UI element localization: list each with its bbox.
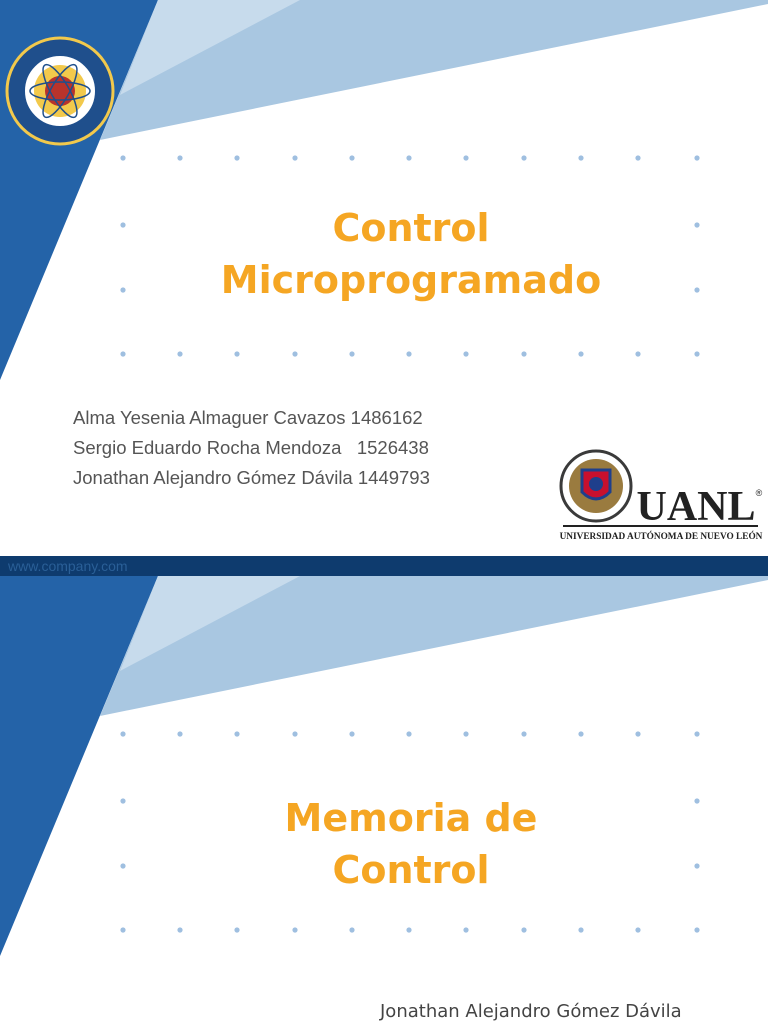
grid-dot [635,351,640,356]
slide-2-title [250,792,572,896]
grid-dot [578,351,583,356]
footer-url: www.company.com [8,558,128,574]
title-line-1: Control [332,206,490,250]
author-line: Alma Yesenia Almaguer Cavazos 1486162 [73,407,423,428]
grid-dot [177,731,182,736]
grid-dot [120,927,125,932]
title-line-1: Memoria de [284,796,538,840]
author-line: Sergio Eduardo Rocha Mendoza 1526438 [73,437,429,458]
grid-dot [292,155,297,160]
uanl-logo [558,448,766,544]
grid-dot [521,155,526,160]
grid-dot [463,155,468,160]
title-line-2: Control [332,848,490,892]
slide-2 [0,576,768,1024]
grid-dot [694,287,699,292]
uanl-wordmark: UANL [636,484,756,530]
grid-dot [234,351,239,356]
grid-dot [694,731,699,736]
grid-dot [463,927,468,932]
grid-dot [406,351,411,356]
author-line: Jonathan Alejandro Gómez Dávila 1449793 [73,467,430,488]
grid-dot [463,731,468,736]
grid-dot [406,731,411,736]
grid-dot [120,351,125,356]
grid-dot [292,351,297,356]
grid-dot [694,927,699,932]
uanl-seal-icon [558,448,766,544]
grid-dot [635,927,640,932]
grid-dot [349,351,354,356]
grid-dot [521,731,526,736]
grid-dot [234,927,239,932]
title-line-2: Microprogramado [220,258,602,302]
grid-dot [635,731,640,736]
grid-dot [177,927,182,932]
grid-dot [292,731,297,736]
grid-dot [349,927,354,932]
slide-1-title [195,202,627,306]
grid-dot [694,863,699,868]
grid-dot [120,731,125,736]
grid-dot [349,155,354,160]
grid-dot [120,222,125,227]
grid-dot [694,222,699,227]
grid-dot [120,155,125,160]
authors-list [73,403,430,493]
grid-dot [521,927,526,932]
grid-dot [463,351,468,356]
grid-dot [694,798,699,803]
grid-dot [292,927,297,932]
grid-dot [578,731,583,736]
grid-dot [521,351,526,356]
registered-mark: ® [755,488,763,498]
grid-dot [177,351,182,356]
grid-dot [694,351,699,356]
grid-dot [349,731,354,736]
grid-dot [694,155,699,160]
grid-dot [635,155,640,160]
grid-dot [234,731,239,736]
grid-dot [406,927,411,932]
grid-dot [120,287,125,292]
grid-dot [234,155,239,160]
grid-dot [177,155,182,160]
grid-dot [120,798,125,803]
grid-dot [578,927,583,932]
grid-dot [406,155,411,160]
grid-dot [120,863,125,868]
presenter-name: Jonathan Alejandro Gómez Dávila [380,1001,682,1022]
grid-dot [578,155,583,160]
uanl-caption: UNIVERSIDAD AUTÓNOMA DE NUEVO LEÓN [559,532,763,542]
